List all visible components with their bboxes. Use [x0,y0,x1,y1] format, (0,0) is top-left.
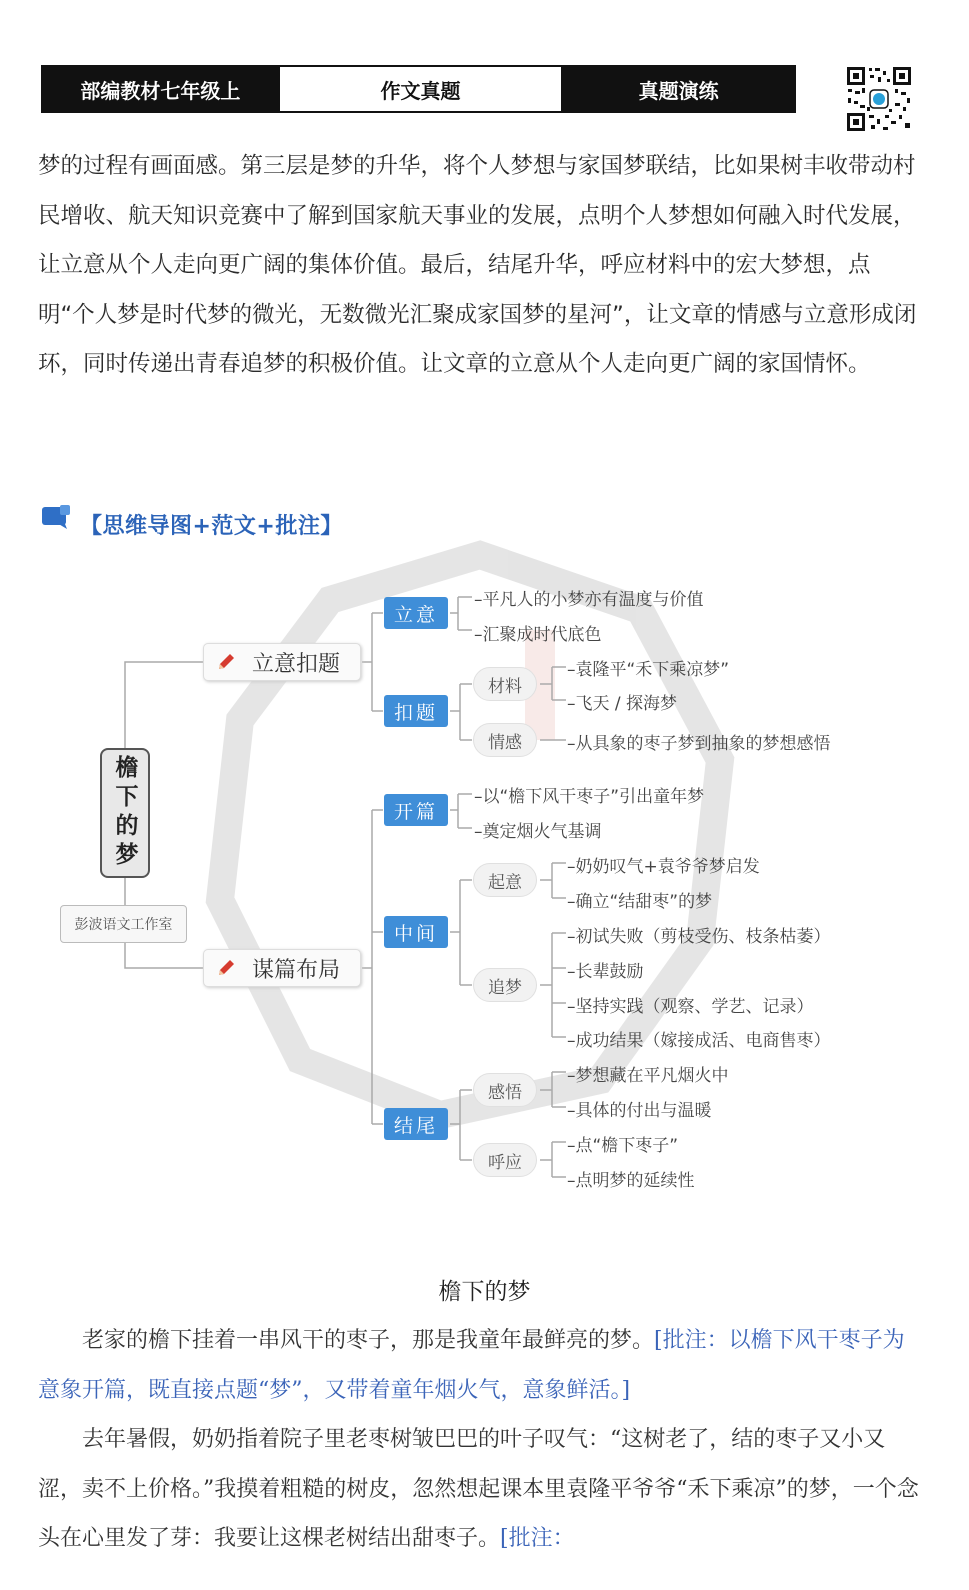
node-kouti: 扣题 [384,695,448,727]
essay-p2-annotation: [批注： [500,1526,575,1551]
node-cailiao: 材料 [473,667,537,701]
leaf-qiyi-1: –奶奶叹气+袁爷爷梦启发 [567,857,760,877]
mindmap-root-label: 檐下的梦 [111,755,138,871]
pencil-icon [216,652,236,672]
section-title: 【思维导图+范文+批注】 [80,514,343,539]
branch-liyi-kouti [203,643,361,681]
qr-code-icon [845,65,913,133]
node-kaipian: 开篇 [384,794,448,826]
leaf-qiyi-2: –确立“结甜枣”的梦 [567,892,713,912]
studio-label: 彭波语文工作室 [60,905,187,943]
leaf-huying-1: –点“檐下枣子” [567,1136,679,1156]
essay-body [38,1316,923,1564]
leaf-kaipian-2: –奠定烟火气基调 [474,822,602,842]
leaf-ganwu-2: –具体的付出与温暖 [567,1101,712,1121]
leaf-qinggan: –从具象的枣子梦到抽象的梦想感悟 [567,734,831,754]
essay-p1-annotation: [批注：以檐下风干枣子为意象开篇，既直接点题“梦”，又带着童年烟火气，意象鲜活。] [38,1328,905,1403]
branch-liyi-kouti-label: 立意扣题 [252,651,341,677]
leaf-zhuimeng-4: –成功结果（嫁接成活、电商售枣） [567,1031,831,1051]
essay-paragraph-2 [38,1415,923,1564]
node-zhuimeng: 追梦 [473,968,537,1002]
leaf-zhuimeng-1: –初试失败（剪枝受伤、枝条枯萎） [567,927,831,947]
node-huying: 呼应 [473,1143,537,1177]
node-liyi: 立意 [384,597,448,629]
leaf-liyi-1: –平凡人的小梦亦有温度与价值 [474,590,704,610]
node-ganwu: 感悟 [473,1073,537,1107]
node-qiyi: 起意 [473,863,537,897]
branch-moupian-buju-label: 谋篇布局 [252,957,341,983]
leaf-zhuimeng-3: –坚持实践（观察、学艺、记录） [567,997,814,1017]
essay-paragraph-1 [38,1316,923,1415]
chat-bubble-icon [41,505,71,531]
pencil-icon [216,958,236,978]
header-category: 作文真题 [278,67,564,111]
intro-text: 梦的过程有画面感。第三层是梦的升华，将个人梦想与家国梦联结，比如果树丰收带动村民增收、航天知识竞赛中了解到国家航天事业的发展，点明个人梦想如何融入时代发展，让立意从个人走向更广阔的集体价值。最后，结尾升华，呼应材料中的宏大梦想，点明“个人梦是时代梦的微光，无数微光汇聚成家国梦的星河”，让文章的情感与立意形成闭环，同时传递出青春追梦的积极价值。让文章的立意从个人走向更广阔的家国情怀。 [38,153,917,377]
node-qinggan: 情感 [473,723,537,757]
mindmap-root [100,748,150,878]
essay-title: 檐下的梦 [438,1279,531,1305]
header-bar [41,65,796,113]
leaf-kaipian-1: –以“檐下风干枣子”引出童年梦 [474,787,705,807]
node-jiewei: 结尾 [384,1108,448,1140]
branch-moupian-buju [203,949,361,987]
leaf-cailiao-2: –飞天 / 探海梦 [567,694,678,714]
leaf-cailiao-1: –袁隆平“禾下乘凉梦” [567,660,730,680]
header-section: 真题演练 [563,67,794,111]
essay-p2-text: 去年暑假，奶奶指着院子里老枣树皱巴巴的叶子叹气：“这树老了，结的枣子又小又涩，卖不上价格。”我摸着粗糙的树皮，忽然想起课本里袁隆平爷爷“禾下乘凉”的梦，一个念头在心里发了芽：我要让这棵老树结出甜枣子。 [38,1427,919,1551]
header-grade: 部编教材七年级上 [43,67,278,111]
leaf-zhuimeng-2: –长辈鼓励 [567,962,644,982]
intro-paragraph [38,142,923,390]
leaf-huying-2: –点明梦的延续性 [567,1171,695,1191]
leaf-ganwu-1: –梦想藏在平凡烟火中 [567,1066,729,1086]
node-zhongjian: 中间 [384,916,448,948]
essay-p1-text: 老家的檐下挂着一串风干的枣子，那是我童年最鲜亮的梦。 [82,1328,655,1353]
leaf-liyi-2: –汇聚成时代底色 [474,625,602,645]
